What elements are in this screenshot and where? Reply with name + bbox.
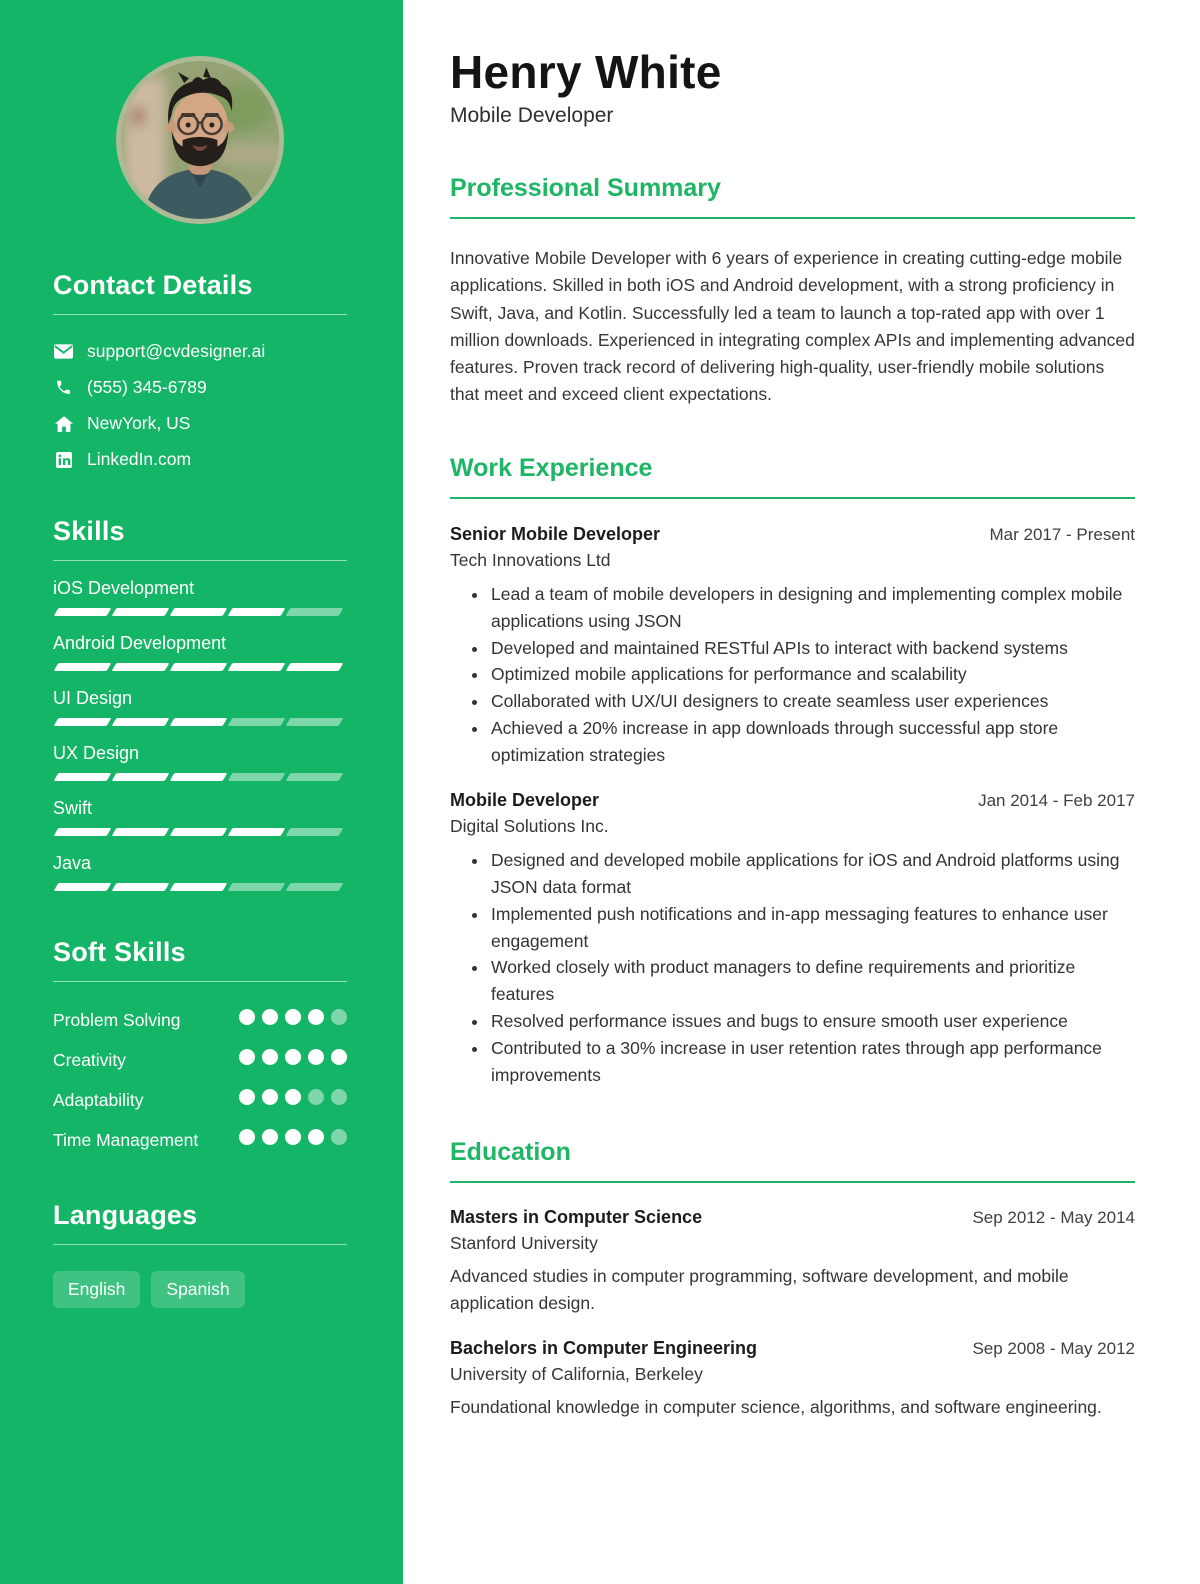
skill-bar-segment	[54, 883, 112, 891]
rating-dot	[262, 1129, 278, 1145]
education-header	[450, 1338, 1135, 1359]
avatar	[116, 56, 284, 224]
skill-item	[53, 798, 347, 836]
job-bullet: • Optimized mobile applications for performance and scalability	[489, 661, 1135, 688]
soft-skills-list	[53, 1006, 347, 1154]
job-bullet-list	[450, 847, 1135, 1088]
language-pill: Spanish	[151, 1271, 244, 1308]
languages-section	[53, 1200, 347, 1308]
phone-icon	[53, 378, 74, 397]
portrait-illustration	[121, 61, 279, 219]
skill-bar-segment	[228, 828, 286, 836]
sidebar	[0, 0, 403, 1584]
skill-bar	[53, 773, 347, 781]
rating-dot	[239, 1009, 255, 1025]
education-heading: Education	[450, 1138, 1135, 1183]
job-bullet: • Resolved performance issues and bugs to ensure smooth user experience	[489, 1008, 1135, 1035]
rating-dot	[331, 1129, 347, 1145]
rating-dot	[285, 1049, 301, 1065]
skill-label: UI Design	[53, 688, 133, 708]
skill-label: Java	[53, 853, 92, 873]
soft-skill-dots	[239, 1126, 347, 1145]
candidate-name: Henry White	[450, 46, 722, 98]
rating-dot	[239, 1089, 255, 1105]
soft-skill-dots	[239, 1086, 347, 1105]
skill-bar-segment	[112, 718, 170, 726]
rating-dot	[262, 1049, 278, 1065]
soft-skill-label: Time Management	[53, 1130, 199, 1150]
degree-title: Masters in Computer Science	[450, 1207, 703, 1228]
rating-dot	[331, 1089, 347, 1105]
skill-bar	[53, 828, 347, 836]
school-name: University of California, Berkeley	[450, 1363, 703, 1384]
education-description: Advanced studies in computer programming, software development, and mobile application design.	[450, 1266, 1069, 1314]
job-bullet: • Implemented push notifications and in-app messaging features to enhance user engagement	[489, 901, 1135, 955]
job-bullet: • Designed and developed mobile applications for iOS and Android platforms using JSON data format	[489, 847, 1135, 901]
skill-bar-segment	[228, 883, 286, 891]
skill-bar-segment	[54, 663, 112, 671]
skill-bar-segment	[286, 773, 344, 781]
skill-bar-segment	[286, 663, 344, 671]
skills-heading: Skills	[53, 516, 347, 561]
job-title: Senior Mobile Developer	[450, 524, 661, 545]
job-dates: Jan 2014 - Feb 2017	[978, 791, 1135, 811]
skill-bar	[53, 663, 347, 671]
job-bullet: • Developed and maintained RESTful APIs to interact with backend systems	[489, 635, 1135, 662]
soft-skill-row	[53, 1006, 347, 1034]
skill-bar-segment	[286, 883, 344, 891]
contact-row-linkedin	[53, 449, 347, 470]
skill-bar-segment	[54, 718, 112, 726]
skill-bar-segment	[228, 718, 286, 726]
soft-skill-row	[53, 1126, 347, 1154]
job-bullet: • Lead a team of mobile developers in designing and implementing complex mobile applications using JSON	[489, 581, 1135, 635]
experience-section	[450, 454, 1135, 1088]
contact-row-email	[53, 341, 347, 362]
skill-bar-segment	[170, 608, 228, 616]
education-section	[450, 1138, 1135, 1420]
education-dates: Sep 2012 - May 2014	[972, 1208, 1135, 1228]
soft-skill-dots	[239, 1046, 347, 1065]
skill-item	[53, 688, 347, 726]
rating-dot	[308, 1009, 324, 1025]
job-company: Tech Innovations Ltd	[450, 550, 611, 571]
contact-location: NewYork, US	[87, 413, 191, 433]
soft-skill-label: Adaptability	[53, 1090, 144, 1110]
skill-label: Android Development	[53, 633, 227, 653]
rating-dot	[262, 1009, 278, 1025]
job-header	[450, 790, 1135, 811]
skill-bar-segment	[54, 828, 112, 836]
languages-list	[53, 1271, 347, 1308]
candidate-role: Mobile Developer	[450, 104, 614, 128]
job-bullet: • Worked closely with product managers to define requirements and prioritize features	[489, 954, 1135, 1008]
job-bullet: • Contributed to a 30% increase in user retention rates through app performance improvements	[489, 1035, 1135, 1089]
skill-bar	[53, 718, 347, 726]
skill-label: Swift	[53, 798, 93, 818]
skill-bar-segment	[54, 608, 112, 616]
summary-text: Innovative Mobile Developer with 6 years of experience in creating cutting-edge mobile applications. Skilled in both iOS and Android development, with a strong proficiency in Swift, Java, and Kotlin. Successfully led a team to launch a top-rated app with over 1 million downloads. Experienced in integrating complex APIs and implementing advanced features. Proven track record of delivering high-quality, user-friendly mobile solutions that meet and exceed client expectations.	[450, 248, 1135, 404]
soft-skills-section	[53, 937, 347, 1154]
languages-heading: Languages	[53, 1200, 347, 1245]
rating-dot	[308, 1049, 324, 1065]
skill-label: UX Design	[53, 743, 140, 763]
soft-skill-row	[53, 1086, 347, 1114]
contact-row-phone	[53, 377, 347, 398]
degree-title: Bachelors in Computer Engineering	[450, 1337, 758, 1358]
contact-linkedin: LinkedIn.com	[87, 449, 192, 469]
rating-dot	[239, 1129, 255, 1145]
skill-bar	[53, 883, 347, 891]
skills-section	[53, 516, 347, 891]
skill-bar-segment	[286, 718, 344, 726]
linkedin-icon	[53, 450, 74, 469]
skill-bar-segment	[228, 608, 286, 616]
skill-bar-segment	[228, 773, 286, 781]
education-entry	[450, 1338, 1135, 1421]
contact-list	[53, 341, 347, 470]
experience-heading: Work Experience	[450, 454, 1135, 499]
home-icon	[53, 414, 74, 433]
contact-heading: Contact Details	[53, 270, 347, 315]
skill-bar	[53, 608, 347, 616]
resume-main	[403, 0, 1200, 1584]
skill-bar-segment	[112, 828, 170, 836]
education-description: Foundational knowledge in computer science, algorithms, and software engineering.	[450, 1396, 1102, 1417]
rating-dot	[331, 1009, 347, 1025]
job-title: Mobile Developer	[450, 790, 600, 811]
skill-bar-segment	[228, 663, 286, 671]
email-icon	[53, 342, 74, 361]
rating-dot	[239, 1049, 255, 1065]
job-dates: Mar 2017 - Present	[989, 525, 1135, 545]
contact-email: support@cvdesigner.ai	[87, 341, 266, 361]
job-bullet: • Achieved a 20% increase in app downloads through successful app store optimization strategies	[489, 715, 1135, 769]
education-entry	[450, 1207, 1135, 1317]
rating-dot	[331, 1049, 347, 1065]
rating-dot	[308, 1129, 324, 1145]
job-entry	[450, 790, 1135, 1088]
profile-photo-wrap	[53, 56, 347, 224]
skills-list	[53, 578, 347, 891]
contact-section	[53, 270, 347, 470]
rating-dot	[262, 1089, 278, 1105]
skill-item	[53, 633, 347, 671]
soft-skill-dots	[239, 1006, 347, 1025]
skill-item	[53, 743, 347, 781]
job-bullet: • Collaborated with UX/UI designers to create seamless user experiences	[489, 688, 1135, 715]
skill-bar-segment	[170, 773, 228, 781]
skill-bar-segment	[170, 718, 228, 726]
skill-bar-segment	[286, 608, 344, 616]
skill-bar-segment	[54, 773, 112, 781]
skill-item	[53, 853, 347, 891]
contact-row-location	[53, 413, 347, 434]
soft-skill-label: Problem Solving	[53, 1010, 181, 1030]
rating-dot	[285, 1009, 301, 1025]
skill-bar-segment	[170, 883, 228, 891]
education-dates: Sep 2008 - May 2012	[972, 1338, 1135, 1358]
skill-bar-segment	[286, 828, 344, 836]
job-header	[450, 524, 1135, 545]
skill-bar-segment	[112, 773, 170, 781]
skill-bar-segment	[112, 608, 170, 616]
skill-bar-segment	[170, 663, 228, 671]
soft-skill-label: Creativity	[53, 1050, 126, 1070]
rating-dot	[308, 1089, 324, 1105]
rating-dot	[285, 1129, 301, 1145]
soft-skill-row	[53, 1046, 347, 1074]
skill-label: iOS Development	[53, 578, 195, 598]
skill-bar-segment	[112, 883, 170, 891]
job-company: Digital Solutions Inc.	[450, 816, 609, 837]
job-bullet-list	[450, 581, 1135, 768]
skill-bar-segment	[170, 828, 228, 836]
contact-phone: (555) 345-6789	[87, 377, 207, 397]
job-entry	[450, 524, 1135, 768]
summary-heading: Professional Summary	[450, 174, 1135, 219]
school-name: Stanford University	[450, 1233, 598, 1254]
skill-item	[53, 578, 347, 616]
language-pill: English	[53, 1271, 140, 1308]
summary-section	[450, 174, 1135, 408]
skill-bar-segment	[112, 663, 170, 671]
soft-skills-heading: Soft Skills	[53, 937, 347, 982]
education-header	[450, 1207, 1135, 1228]
rating-dot	[285, 1089, 301, 1105]
